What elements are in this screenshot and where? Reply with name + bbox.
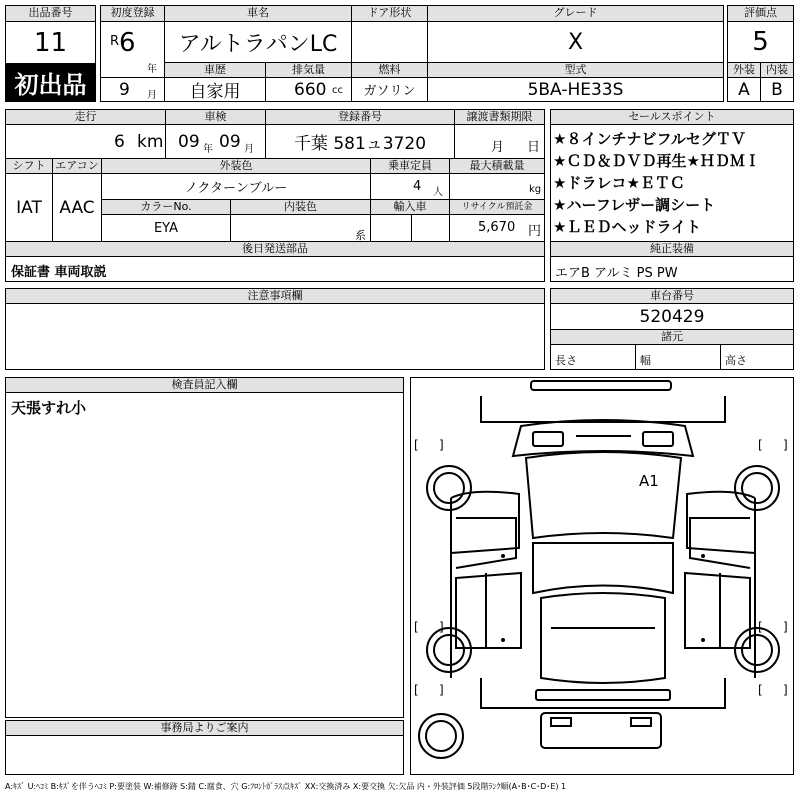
color-number: EYA [101,214,231,242]
inspector-notes-label: 検査員記入欄 [5,377,404,393]
fuel: ガソリン [351,77,428,102]
damage-mark-a1: A1 [639,472,659,490]
fuel-label: 燃料 [351,62,428,78]
year-unit: 年 [147,64,157,75]
bracket-right-rear-close: ] [783,683,788,697]
transfer-month-unit: 月 [491,140,505,155]
color-number-label: カラーNo. [101,199,231,215]
transfer-day-unit: 日 [527,140,541,155]
chassis-number-label: 車台番号 [550,288,794,304]
exterior-grade: A [727,77,761,102]
score: 5 [727,21,794,63]
mileage-label: 走行 [5,109,166,125]
capacity-label: 乗車定員 [370,158,450,174]
notes-label: 注意事項欄 [5,288,545,304]
import-cell-left [370,214,412,242]
car-name: アルトラパンLC [164,21,352,63]
bracket-left-top-close: ] [439,438,444,452]
bracket-right-rear: [ [758,683,763,697]
aircon-label: エアコン [52,158,102,174]
transfer-deadline-label: 譲渡書類期限 [454,109,545,125]
later-parts-label: 後日発送部品 [5,241,545,257]
bracket-right-bottom: [ [758,620,763,634]
displacement-unit: cc [332,85,343,96]
score-label: 評価点 [727,5,794,22]
lot-number: 11 [5,21,96,64]
inspection-expiry [165,124,266,159]
first-registration-year [100,21,165,78]
transfer-deadline [454,124,545,159]
car-outline [411,378,794,775]
interior-grade: B [760,77,794,102]
interior-color-label: 内装色 [230,199,371,215]
interior-color [230,214,371,242]
height-label: 高さ [720,344,794,370]
inspection-month: 09 [219,132,241,152]
displacement-value: 660 [294,80,327,100]
bracket-left-bottom: [ [414,620,419,634]
sales-point-item: ★ドラレコ★ＥＴＣ [553,174,685,192]
door-type-label: ドア形状 [351,5,428,22]
bracket-left-rear: [ [414,683,419,697]
lot-number-label: 出品番号 [5,5,96,22]
mileage-unit: km [137,132,164,152]
history-label: 車歴 [164,62,266,78]
exterior-grade-label: 外装 [727,62,761,78]
exterior-color-label: 外装色 [101,158,371,174]
recycle-deposit-unit: 円 [528,224,542,239]
bracket-left-top: [ [414,438,419,452]
first-registration-month [100,77,165,102]
model-code: 5BA-HE33S [427,77,724,102]
sales-point-item: ★ＣＤ＆ＤＶＤ再生★ＨＤＭＩ [553,152,760,170]
width-label: 幅 [635,344,721,370]
inspection-year-unit: 年 [203,144,213,155]
plate-number: 千葉 581ュ3720 [265,124,455,159]
interior-color-suffix: 系 [355,229,366,242]
notes [5,303,545,370]
aircon: AAC [52,173,102,242]
legend: A:ｷｽﾞ U:ﾍｺﾐ B:ｷｽﾞを伴うﾍｺﾐ P:要塗装 W:補修跡 S:錆 C:腐食、穴 G:ﾌﾛﾝﾄｶﾞﾗｽ点ｷｽﾞ XX:交換済み X:要交換 欠:欠品 内・外装評価 5段階ﾗﾝｸ順(A･B･C･D･E) 1 [5,782,567,791]
mileage [5,124,166,159]
era-letter: R [110,34,120,49]
sales-point-item: ★ＬＥＤヘッドライト [553,218,701,236]
equipment-label: 純正装備 [550,241,794,257]
sales-point-item: ★８インチナビフルセグＴＶ [553,130,746,148]
door-type [351,21,428,63]
inspection-label: 車検 [165,109,266,125]
inspection-month-unit: 月 [244,144,254,155]
office-notice [5,735,404,775]
month-unit: 月 [147,90,157,101]
sales-point-item: ★ハーフレザー調シート [553,196,716,214]
bracket-right-bottom-close: ] [783,620,788,634]
bracket-right-top-close: ] [783,438,788,452]
specs-label: 諸元 [550,329,794,345]
bracket-right-top: [ [758,438,763,452]
capacity [370,173,450,200]
exterior-color: ノクターンブルー [101,173,371,200]
import-cell-right [411,214,450,242]
import-label: 輸入車 [370,199,450,215]
chassis-number: 520429 [550,303,794,330]
max-load-label: 最大積載量 [449,158,545,174]
max-load-unit: kg [529,184,542,195]
inspection-year: 09 [178,132,200,152]
bracket-left-bottom-close: ] [439,620,444,634]
length-label: 長さ [550,344,636,370]
equipment: エアB アルミ PS PW [550,256,794,282]
registration-year: 6 [119,28,136,58]
registration-month: 9 [119,80,130,100]
interior-grade-label: 内装 [760,62,794,78]
recycle-deposit-value: 5,670 [478,220,516,235]
mileage-value: 6 [114,132,125,152]
sales-points-label: セールスポイント [550,109,794,125]
displacement-label: 排気量 [265,62,352,78]
bracket-left-rear-close: ] [439,683,444,697]
capacity-value: 4 [413,179,422,194]
max-load [449,173,545,200]
office-notice-label: 事務局よりご案内 [5,720,404,736]
sales-points [550,124,794,242]
recycle-deposit-label: リサイクル預託金 [449,199,545,215]
later-parts: 保証書 車両取説 [5,256,545,282]
model-code-label: 型式 [427,62,724,78]
car-damage-diagram [410,377,794,775]
displacement [265,77,352,102]
car-name-label: 車名 [164,5,352,22]
shift: IAT [5,173,53,242]
plate-label: 登録番号 [265,109,455,125]
history: 自家用 [164,77,266,102]
first-listing-badge: 初出品 [5,63,96,102]
shift-label: シフト [5,158,53,174]
capacity-unit: 人 [433,187,443,198]
inspector-notes: 天張すれ小 [5,392,404,718]
grade-label: グレード [427,5,724,22]
recycle-deposit [449,214,545,242]
grade: X [427,21,724,63]
first-registration-label: 初度登録 [100,5,165,22]
